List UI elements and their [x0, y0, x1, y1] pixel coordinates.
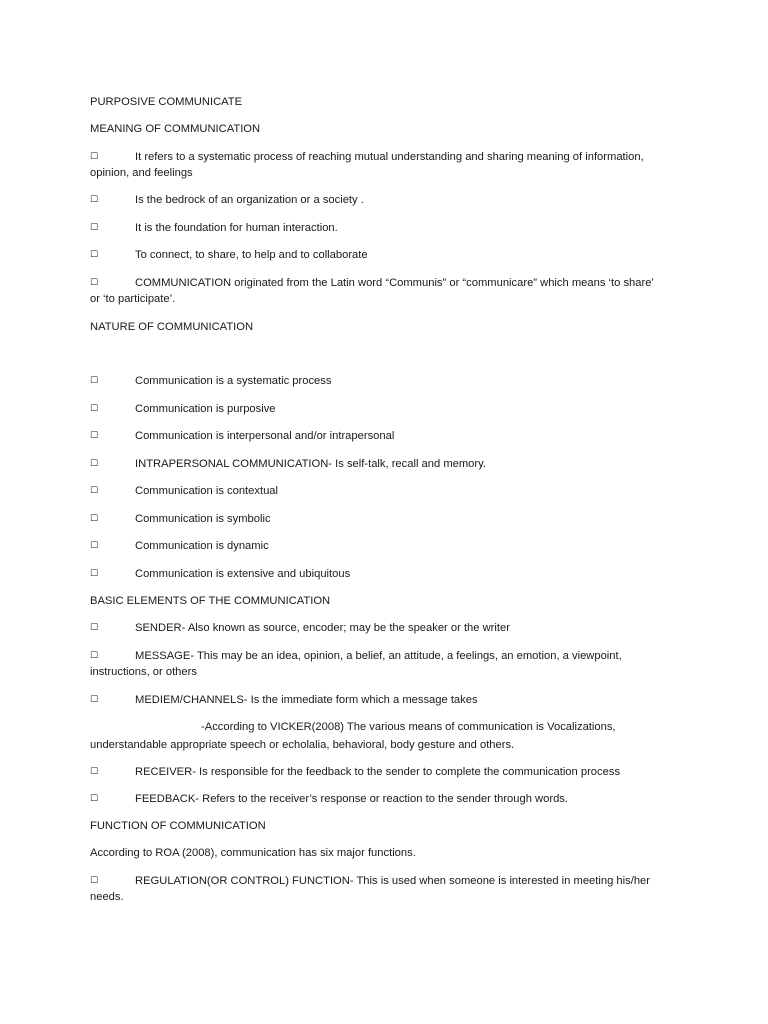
list-item-text: Communication is contextual: [135, 485, 279, 497]
list-item-text: FEEDBACK- Refers to the receiver’s response or reaction to the sender through words.: [135, 793, 568, 805]
list-item: [90, 791, 680, 807]
list-item-text: It refers to a systematic process of reaching mutual understanding and sharing meaning of information,: [135, 151, 644, 163]
list-item-text: To connect, to share, to help and to collaborate: [135, 249, 368, 261]
list-item-continuation: or ‘to participate’.: [90, 293, 176, 305]
checkbox-glyph-icon: ☐: [90, 767, 99, 777]
list-item-continuation: opinion, and feelings: [90, 167, 193, 179]
list-item-text: Communication is interpersonal and/or intrapersonal: [135, 430, 395, 442]
citation-continuation: understandable appropriate speech or echolalia, behavioral, body gesture and others.: [90, 739, 515, 751]
citation-line: -According to VICKER(2008) The various means of communication is Vocalizations,: [201, 721, 616, 733]
list-item: [90, 692, 680, 708]
list-item-text: It is the foundation for human interaction.: [135, 222, 338, 234]
function-intro: According to ROA (2008), communication has six major functions.: [90, 847, 416, 859]
checkbox-glyph-icon: ☐: [90, 459, 99, 469]
checkbox-glyph-icon: ☐: [90, 651, 99, 661]
list-item: [90, 511, 680, 527]
checkbox-glyph-icon: ☐: [90, 250, 99, 260]
list-item-text: REGULATION(OR CONTROL) FUNCTION- This is used when someone is interested in meeting his/her: [135, 875, 650, 887]
document-title: PURPOSIVE COMMUNICATE: [90, 96, 243, 108]
list-item: [90, 566, 680, 582]
list-item: [90, 428, 680, 444]
checkbox-glyph-icon: ☐: [90, 486, 99, 496]
list-item: [90, 764, 680, 780]
list-item-text: Communication is extensive and ubiquitous: [135, 568, 351, 580]
list-item: [90, 620, 680, 636]
checkbox-glyph-icon: ☐: [90, 278, 99, 288]
checkbox-glyph-icon: ☐: [90, 623, 99, 633]
section-heading-elements: BASIC ELEMENTS OF THE COMMUNICATION: [90, 595, 331, 607]
checkbox-glyph-icon: ☐: [90, 876, 99, 886]
checkbox-glyph-icon: ☐: [90, 695, 99, 705]
checkbox-glyph-icon: ☐: [90, 431, 99, 441]
list-item: [90, 538, 680, 554]
list-item: [90, 873, 682, 905]
list-item-text: Communication is symbolic: [135, 513, 271, 525]
list-item: [90, 275, 682, 307]
list-item-text: COMMUNICATION originated from the Latin word “Communis” or “communicare” which means ‘to share’: [135, 277, 654, 289]
checkbox-glyph-icon: ☐: [90, 152, 99, 162]
checkbox-glyph-icon: ☐: [90, 541, 99, 551]
list-item: [90, 456, 680, 472]
list-item: [90, 192, 680, 208]
list-item-text: INTRAPERSONAL COMMUNICATION- Is self-talk, recall and memory.: [135, 458, 487, 470]
list-item-text: RECEIVER- Is responsible for the feedback to the sender to complete the communication process: [135, 766, 621, 778]
list-item-text: Communication is a systematic process: [135, 375, 332, 387]
list-item-text: Communication is purposive: [135, 403, 276, 415]
list-item: [90, 483, 680, 499]
section-heading-nature: NATURE OF COMMUNICATION: [90, 321, 254, 333]
list-item: [90, 220, 680, 236]
list-item: [90, 373, 680, 389]
list-item: [90, 149, 682, 181]
section-heading-function: FUNCTION OF COMMUNICATION: [90, 820, 266, 832]
checkbox-glyph-icon: ☐: [90, 376, 99, 386]
list-item-continuation: needs.: [90, 891, 124, 903]
checkbox-glyph-icon: ☐: [90, 195, 99, 205]
checkbox-glyph-icon: ☐: [90, 514, 99, 524]
list-item-text: Is the bedrock of an organization or a society .: [135, 194, 364, 206]
list-item-continuation: instructions, or others: [90, 666, 197, 678]
checkbox-glyph-icon: ☐: [90, 404, 99, 414]
checkbox-glyph-icon: ☐: [90, 569, 99, 579]
checkbox-glyph-icon: ☐: [90, 223, 99, 233]
list-item: [90, 648, 682, 680]
list-item: [90, 247, 680, 263]
list-item-text: Communication is dynamic: [135, 540, 269, 552]
list-item-text: MEDIEM/CHANNELS- Is the immediate form which a message takes: [135, 694, 478, 706]
section-heading-meaning: MEANING OF COMMUNICATION: [90, 123, 261, 135]
list-item: [90, 401, 680, 417]
list-item-text: MESSAGE- This may be an idea, opinion, a belief, an attitude, a feelings, an emotion, a viewpoint,: [135, 650, 622, 662]
list-item-text: SENDER- Also known as source, encoder; may be the speaker or the writer: [135, 622, 510, 634]
checkbox-glyph-icon: ☐: [90, 794, 99, 804]
